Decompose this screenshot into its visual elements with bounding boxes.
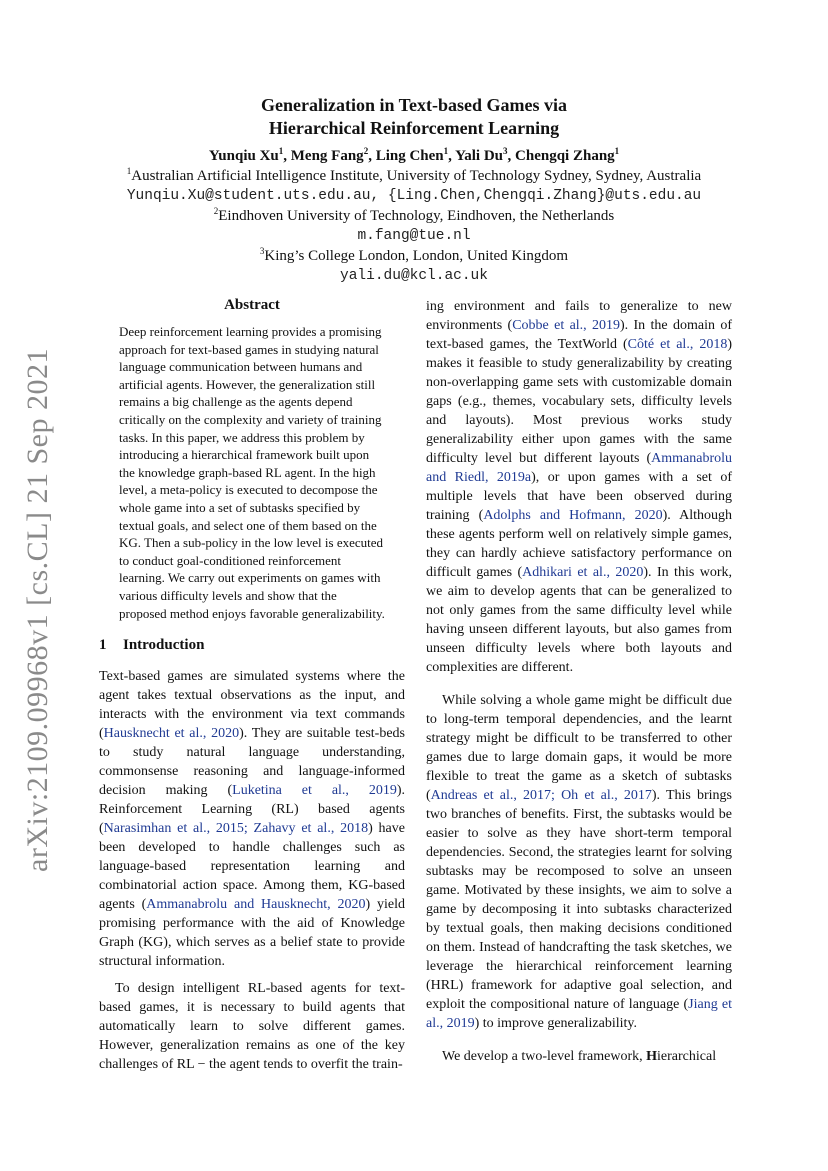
citation-link[interactable]: Jiang et al., 2019	[426, 997, 732, 1031]
citation-link[interactable]: Adolphs and Hofmann, 2020	[483, 508, 663, 523]
paper-header	[60, 94, 768, 286]
affiliation-1: $^1$Australian Artificial Intelligence Institute, University of Technology Sydney, Sydney, Australia	[126, 166, 702, 184]
citation-link[interactable]: Ammanabrolu and Riedl, 2019a	[426, 451, 732, 485]
intro-paragraph-3: ing environment and fails to generalize to new environments (Cobbe et al., 2019). In the domain of text-based games, the TextWorld (Côté et al., 2018) makes it feasible to study generalizability by creating non-overlapping game sets with customizable domain gaps (e.g., themes, vocabulary sets, difficulty levels and layouts). Most previous works study generalizability either upon games with the same difficulty level but different layouts (Ammanabrolu and Riedl, 2019a), or upon games with a set of multiple levels that have been observed during training (Adolphs and Hofmann, 2020). Although these agents perform well on relatively simple games, they can hardly achieve satisfactory performance on difficult games (Adhikari et al., 2020). In this work, we aim to develop agents that can be generalized to not only games from the same difficulty level while having unseen different layouts, but also games from unseen difficulty levels where both layouts and complexities are different.	[426, 299, 732, 675]
citation-link[interactable]: Luketina et al., 2019	[232, 783, 397, 799]
section-heading-introduction: 1 Introduction	[99, 637, 205, 654]
intro-paragraph-5: We develop a two-level framework, Hierarchical	[442, 1049, 717, 1064]
email-line-3: yali.du@kcl.ac.uk	[340, 268, 488, 284]
arxiv-sidebar	[16, 348, 60, 872]
citation-link[interactable]: Adhikari et al., 2020	[522, 565, 644, 580]
intro-paragraph-1: Text-based games are simulated systems where the agent takes textual observations as the input, and interacts with the environment via text commands (Hausknecht et al., 2020). They are suitable test-beds to study natural language understanding, commonsense reasoning and language-informed decision making (Luketina et al., 2019). Reinforcement Learning (RL) based agents (Narasimhan et al., 2015; Zahavy et al., 2018) have been developed to handle challenges such as language-based representation learning and combinatorial action space. Among them, KG-based agents (Ammanabrolu and Hausknecht, 2020) yield promising performance with the aid of Knowledge Graph (KG), which serves as a belief state to provide structural information.	[99, 669, 406, 970]
right-column	[426, 297, 732, 1066]
email-line-2: m.fang@tue.nl	[357, 228, 471, 244]
arxiv-identifier: arXiv:2109.09968v1 [cs.CL] 21 Sep 2021	[21, 348, 55, 872]
abstract-heading: Abstract	[224, 297, 280, 313]
intro-paragraph-4: While solving a whole game might be difficult due to long-term temporal dependencies, and the learnt strategy might be difficult to be transferred to other games due to large domain gaps, it would be more flexible to treat the game as a sketch of subtasks (Andreas et al., 2017; Oh et al., 2017). This brings two branches of benefits. First, the subtasks would be easier to solve as they have short-term temporal dependencies. Second, the strategies learnt for solving subtasks may be recomposed to solve an unseen game. Motivated by these insights, we aim to solve a game by decomposing it into subtasks characterized by textual goals, then making decisions conditioned on them. Instead of handcrafting the task sketches, we leverage the hierarchical reinforcement learning (HRL) framework for adaptive goal selection, and exploit the compositional nature of language (Jiang et al., 2019) to improve generalizability.	[426, 693, 732, 1031]
affiliation-2: $^2$Eindhoven University of Technology, Eindhoven, the Netherlands	[213, 206, 615, 224]
author-list: Yunqiu Xu$^1$, Meng Fang$^2$, Ling Chen$^1$, Yali Du$^3$, Chengqi Zhang$^1$	[208, 146, 620, 164]
citation-link[interactable]: Côté et al., 2018	[627, 337, 728, 352]
left-column	[99, 296, 405, 1074]
citation-link[interactable]: Cobbe et al., 2019	[512, 318, 621, 333]
intro-paragraph-2: To design intelligent RL-based agents for text-based games, it is necessary to build agents that automatically learn to solve different games. However, generalization remains as one of the key challenges of RL − the agent tends to overfit the train-	[99, 981, 405, 1073]
paper-title: Generalization in Text-based Games via Hierarchical Reinforcement Learning	[261, 95, 567, 138]
citation-link[interactable]: Ammanabrolu and Hausknecht, 2020	[146, 897, 366, 913]
email-line-1: Yunqiu.Xu@student.uts.edu.au, {Ling.Chen,Chengqi.Zhang}@uts.edu.au	[126, 188, 702, 204]
citation-link[interactable]: Narasimhan et al., 2015; Zahavy et al., 2018	[103, 821, 369, 837]
citation-link[interactable]: Andreas et al., 2017; Oh et al., 2017	[430, 788, 652, 803]
citation-link[interactable]: Hausknecht et al., 2020	[103, 726, 240, 742]
affiliation-3: $^3$King’s College London, London, United Kingdom	[259, 246, 569, 264]
abstract-body: Deep reinforcement learning provides a promising approach for text-based games in studying natural language communication between humans and artificial agents. However, the generalization still remains a big challenge as the agents depend critically on the complexity and variety of training tasks. In this paper, we address this problem by introducing a hierarchical framework built upon the knowledge graph-based RL agent. In the high level, a meta-policy is executed to decompose the whole game into a set of subtasks specified by textual goals, and select one of them based on the KG. Then a sub-policy in the low level is executed to conduct goal-conditioned reinforcement learning. We carry out experiments on games with various difficulty levels and show that the proposed method enjoys favorable generalizability.	[119, 324, 385, 621]
